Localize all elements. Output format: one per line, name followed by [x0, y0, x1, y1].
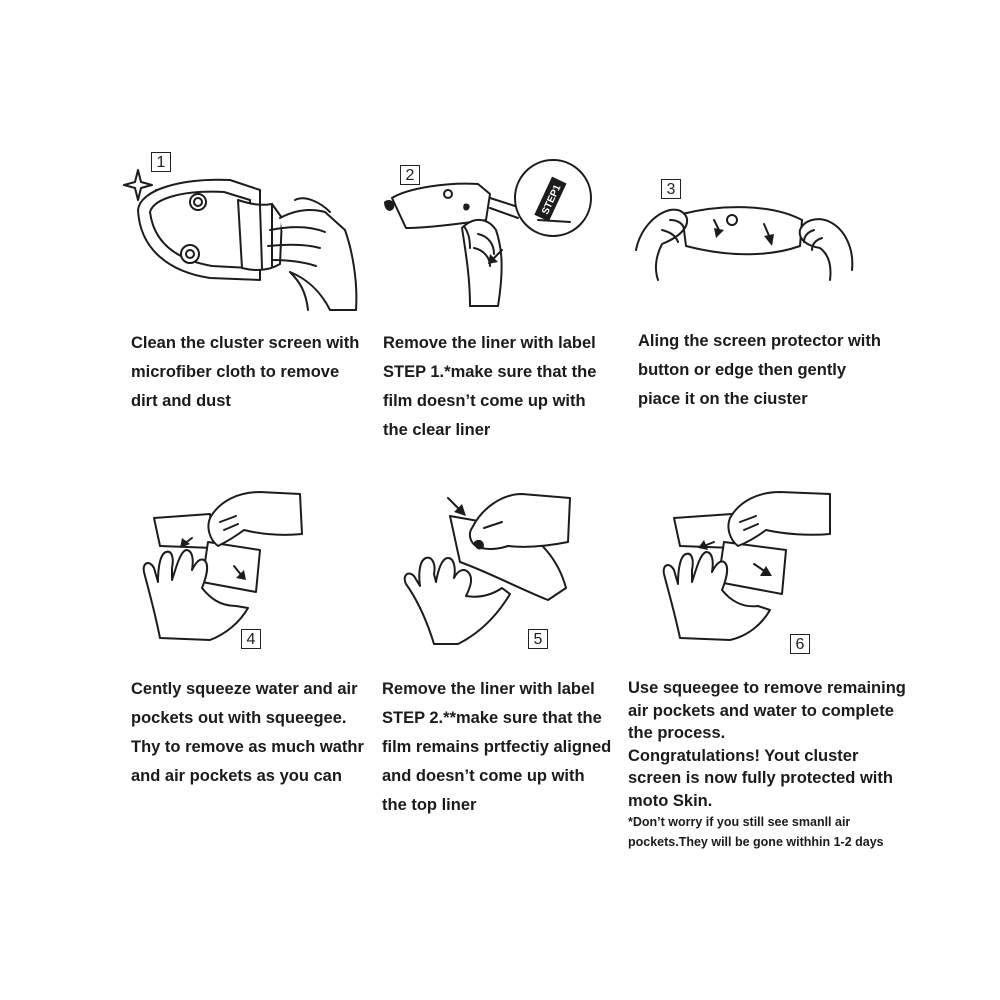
- step-5-number: 5: [528, 629, 548, 649]
- caption-line: STEP 2.**make sure that the: [382, 709, 602, 727]
- step-1-illustration: [120, 160, 360, 320]
- caption-line: Aling the screen protector with: [638, 332, 881, 350]
- step-1-caption: [131, 329, 359, 416]
- step-6-illustration: [658, 488, 838, 648]
- caption-line: dirt and dust: [131, 392, 231, 410]
- step-4-caption: [131, 675, 364, 791]
- step-2-caption: [383, 329, 596, 445]
- step-2-number: 2: [400, 165, 420, 185]
- caption-line: button or edge then gently: [638, 361, 847, 379]
- step-3-caption: [638, 327, 881, 414]
- step-3-illustration: [632, 190, 862, 290]
- caption-line: Clean the cluster screen with: [131, 334, 360, 352]
- step-6-caption: [628, 677, 906, 852]
- caption-line: air pockets and water to complete: [628, 701, 894, 720]
- caption-line: STEP 1.*make sure that the: [383, 363, 597, 381]
- step-4-number: 4: [241, 629, 261, 649]
- caption-line: moto Skin.: [628, 791, 713, 810]
- caption-line: the top liner: [382, 796, 477, 814]
- caption-line: film doesn’t come up with: [383, 392, 586, 410]
- caption-line: microfiber cloth to remove: [131, 363, 340, 381]
- caption-line: Thy to remove as much wathr: [131, 738, 364, 756]
- caption-line: pockets out with squeegee.: [131, 709, 347, 727]
- caption-line: Cently squeeze water and air: [131, 680, 358, 698]
- step-4-illustration: [140, 488, 310, 648]
- step-6-number: 6: [790, 634, 810, 654]
- caption-line: Congratulations! Yout cluster: [628, 746, 859, 765]
- step-5-illustration: [398, 488, 578, 648]
- caption-line: the clear liner: [383, 421, 491, 439]
- caption-line: the process.: [628, 724, 726, 742]
- caption-line: screen is now fully protected with: [628, 769, 893, 787]
- footnote-line: pockets.They will be gone withhin 1-2 days: [628, 835, 884, 849]
- step-5-caption: [382, 675, 611, 820]
- caption-line: Use squeegee to remove remaining: [628, 679, 906, 697]
- step-1-tab-label: STEP1: [540, 183, 564, 217]
- footnote-line: *Don’t worry if you still see smanll air: [628, 815, 851, 829]
- step-2-illustration: [378, 158, 598, 308]
- caption-line: film remains prtfectiy aligned: [382, 738, 612, 756]
- step-1-number: 1: [151, 152, 171, 172]
- caption-line: piace it on the ciuster: [638, 390, 808, 408]
- caption-line: and doesn’t come up with: [382, 767, 585, 785]
- step-3-number: 3: [661, 179, 681, 199]
- caption-line: and air pockets as you can: [131, 767, 342, 785]
- caption-line: Remove the liner with label: [382, 680, 595, 698]
- caption-line: Remove the liner with label: [383, 334, 596, 352]
